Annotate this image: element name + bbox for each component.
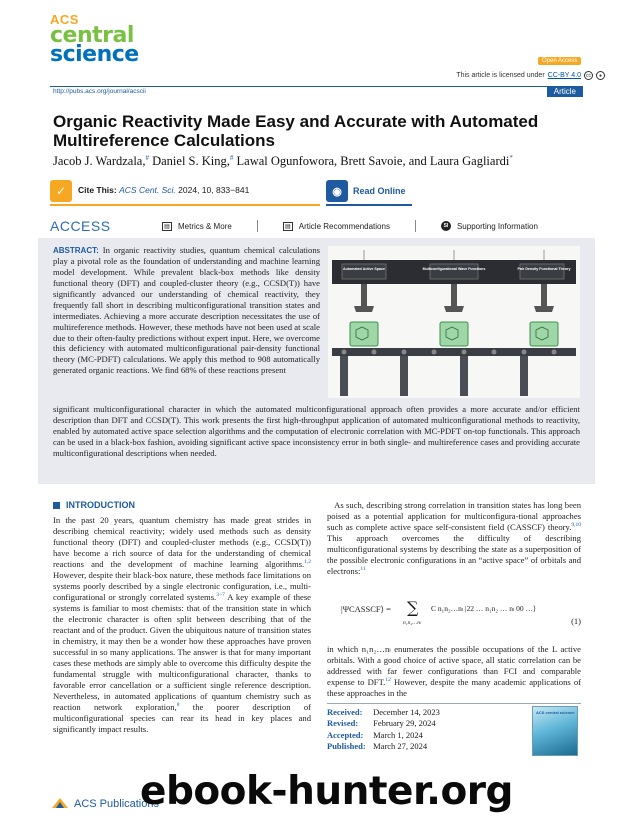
text-run: However, despite their black-box nature, these methods face limitations on systems poorly described by a single electronic configuration, i.e., multi-configurational or strongly correlated systems. <box>53 570 311 602</box>
date-row <box>327 741 440 752</box>
text-run: the poorer description of multiconfigurational species can rear its head in key places and significantly impact results. <box>53 702 312 734</box>
author-mark: # <box>229 154 234 162</box>
text-run: This approach overcomes the difficulty of describing multiconfigurational systems by describing the state as a superposition of the possible electronic configurations in an “active space” of orbitals and electrons: <box>327 533 581 576</box>
intro-paragraph-3 <box>327 644 581 699</box>
cite-label: Cite This: <box>78 185 117 195</box>
abstract-label: ABSTRACT: <box>53 246 99 255</box>
si-icon: SI <box>441 221 451 231</box>
author-mark: # <box>145 154 149 162</box>
author-list <box>53 154 513 169</box>
metrics-link[interactable] <box>162 222 232 231</box>
open-access-badge: Open Access <box>538 57 581 65</box>
cc-icon: cc <box>586 72 591 79</box>
equation-lhs: |ΨCASSCF⟩ = <box>341 604 391 614</box>
abstract-text-continued: significant multiconfigurational character in which the automated multiconfigurational approach often provides a more accurate and/or efficient description than DFT and CCSD(T). This work presents the first high-throughput application of automated multiconfigurational methods to reactivity, enabled by automated active space selection algorithms and the computation of electronic correlation with MC-PDFT on-top functionals. This approach can be used in a black-box fashion, avoiding significant active space inconsistency error in both single- and multireference cases and providing accurate multiconfigurational descriptions when needed. <box>53 404 580 458</box>
cite-row <box>50 180 583 204</box>
journal-url[interactable]: http://pubs.acs.org/journal/acscii <box>53 88 146 95</box>
intro-paragraph-2 <box>327 500 581 577</box>
license-link[interactable]: CC-BY 4.0 <box>547 72 581 79</box>
date-value: March 27, 2024 <box>373 741 428 752</box>
cite-text <box>78 185 249 195</box>
text-run: As such, describing strong correlation in transition states has long been poised as a potential application for multiconfigura-tional approaches such as complete active space self-consistent field (CASSCF) theory. <box>327 500 581 532</box>
cite-journal: ACS Cent. Sci. <box>119 185 176 195</box>
date-key: Accepted: <box>327 729 364 740</box>
equation-number: (1) <box>571 616 581 626</box>
author-name[interactable]: Jacob J. Wardzala, <box>53 154 146 169</box>
license-text: This article is licensed under <box>456 72 545 79</box>
by-icon: ● <box>596 71 605 80</box>
date-value: March 1, 2024 <box>373 729 423 740</box>
abstract-text <box>53 245 320 376</box>
supporting-info-link[interactable] <box>441 221 538 231</box>
access-bar <box>50 217 583 235</box>
metrics-label: Metrics & More <box>178 221 232 231</box>
journal-cover-thumbnail[interactable] <box>532 706 578 756</box>
read-online-underline <box>326 204 412 206</box>
date-key: Revised: <box>327 718 359 729</box>
cite-icon[interactable]: ✓ <box>50 180 72 202</box>
publisher-label: ACS Publications <box>74 798 159 810</box>
section-marker-icon <box>53 502 60 509</box>
author-name[interactable]: Daniel S. King, <box>152 154 230 169</box>
date-row <box>327 707 440 718</box>
citation-ref[interactable]: 9,10 <box>571 522 581 529</box>
equation-rhs: C n₁n₂…nₗ |22 … n₁n₂ … nₗ 00 …⟩ <box>431 604 536 613</box>
date-value: December 14, 2023 <box>373 707 440 717</box>
equation-sum-index: n₁n₂…nₗ <box>403 620 421 626</box>
section-heading-label: INTRODUCTION <box>66 500 135 510</box>
date-row <box>327 718 440 729</box>
author-name[interactable]: Lawal Ogunfowora, Brett Savoie, and Laura Gagliardi <box>236 154 510 169</box>
toc-label-2: Multiconfigurational Wave Functions <box>422 267 486 271</box>
watermark: ebook-hunter.org <box>140 769 513 814</box>
logo-acs: ACS <box>50 12 79 27</box>
license-notice <box>456 71 605 80</box>
read-online-button[interactable] <box>326 180 412 202</box>
supporting-label: Supporting Information <box>456 221 538 231</box>
toc-graphic-illustration <box>328 246 580 398</box>
cite-details: 2024, 10, 833−841 <box>178 185 250 195</box>
access-divider <box>415 220 416 232</box>
toc-label-1: Automated Active Space <box>342 267 386 271</box>
author-mark: * <box>509 154 513 162</box>
toc-label-3: Pair Density Functional Theory <box>517 267 571 271</box>
citation-ref[interactable]: 3−7 <box>216 592 225 599</box>
logo-central: central <box>50 22 134 48</box>
equation-sum: ∑ <box>407 598 419 617</box>
journal-logo <box>50 12 139 68</box>
recommendations-icon: ▤ <box>283 222 293 231</box>
section-heading-introduction <box>53 500 135 510</box>
text-run: in which n₁n₂…nₗ enumerates the possible occupations of the L active orbitals. With a good choice of active space, all static correlation can be addressed with far fewer configurations than FCI and comparable expense to DFT. <box>327 644 581 687</box>
citation-ref[interactable]: 8 <box>176 702 180 709</box>
abstract-body: In organic reactivity studies, quantum chemical calculations play a pivotal role as the foundation of understanding and machine learning model development. While prevalent black-box methods like density functional theory (DFT) and coupled-cluster theory (e.g., CCSD(T)) have significantly advanced our understanding of chemical reactivity, they frequently fall short in describing multiconfigurational transition states and intermediates. Achieving a more accurate description necessitates the use of multireference methods. However, these methods have not been used at scale due to their often-faulty predictions without expert input. Here, we overcome this deficiency with automated multiconfigurational pair-density functional theory (MC-PDFT) calculations. We apply this method to 908 automatically generated organic reactions. We find 68% of these reactions present <box>53 245 320 376</box>
cite-underline <box>50 204 320 206</box>
article-type-tag: Article <box>547 86 583 97</box>
date-row <box>327 730 440 741</box>
equation-1 <box>327 598 581 638</box>
intro-paragraph-1 <box>53 515 311 735</box>
article-dates <box>327 707 440 753</box>
cover-title: ACS central science <box>536 710 575 715</box>
toc-graphic <box>328 246 580 398</box>
access-divider <box>257 220 258 232</box>
citation-ref[interactable]: 12 <box>385 677 391 684</box>
citation-ref[interactable]: 1,2 <box>304 559 311 566</box>
read-online-label: Read Online <box>353 186 406 196</box>
logo-science: science <box>50 42 139 68</box>
acs-flag-icon <box>50 796 70 812</box>
date-value: February 29, 2024 <box>373 718 436 729</box>
metrics-icon: ▤ <box>162 222 172 231</box>
article-title: Organic Reactivity Made Easy and Accurate with Automated Multireference Calculations <box>53 112 539 151</box>
text-run: However, despite the many academic applications of these approaches in the <box>327 677 581 698</box>
citation-ref[interactable]: 11 <box>360 566 366 573</box>
recommendations-link[interactable] <box>283 222 390 231</box>
date-key: Published: <box>327 741 366 752</box>
text-run: A key example of these systems is familiar to most chemists: that of the transition state in which the electronic character is often split between describing that of the reactant and of the product. Given the ubiquitous nature of transition states in chemistry, it may then be a wonder how these approaches have proven successful in so many applications. The answer is that for many important cases these methods are simply able to overcome this difficulty despite the fundamental struggle with multiconfigurational character, thanks to favorable error cancellation or a sufficient single reference description. Nevertheless, in automated applications of quantum chemistry such as reaction network exploration, <box>53 592 311 712</box>
access-label: ACCESS <box>50 218 111 234</box>
date-key: Received: <box>327 707 363 717</box>
read-online-icon: ◉ <box>326 180 348 202</box>
recommendations-label: Article Recommendations <box>298 221 390 231</box>
text-run: In the past 20 years, quantum chemistry has made great strides in describing chemical reactivity; widely used methods such as density functional theory (DFT) and coupled-cluster methods (e.g., CCSD(T)) have become a rich source of data for the understanding of chemical reactions and the development of machine learning algorithms. <box>53 515 311 569</box>
